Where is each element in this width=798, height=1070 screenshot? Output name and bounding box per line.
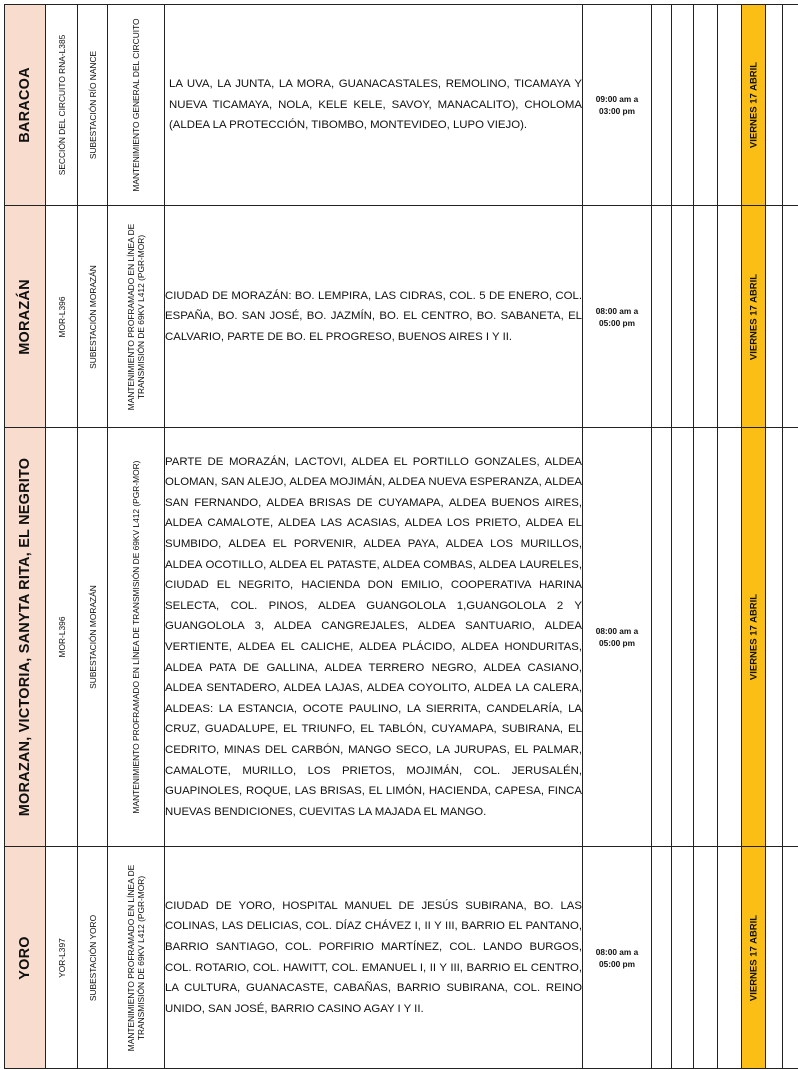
table-row (5, 847, 798, 1069)
blank-cell (672, 847, 694, 1069)
blank-cell (718, 428, 742, 847)
day-label: VIERNES 17 ABRIL (748, 273, 759, 360)
day-cell (742, 428, 766, 847)
day-cell (742, 206, 766, 428)
time-start: 08:00 am a (595, 626, 639, 636)
blank-cell (783, 5, 798, 206)
blank-cell (766, 5, 783, 206)
work-description: MANTENIMIENTO PROFRAMADO EN LÍNEA DE TRANSMISIÓN DE 69KV L412 (PGR-MOR) (131, 460, 141, 814)
circuit-cell (46, 206, 78, 428)
circuit-code: SECCIÓN DEL CIRCUITO RNA-L385 (56, 34, 67, 176)
blank-cell (652, 428, 672, 847)
outage-schedule-table (4, 4, 798, 1069)
work-cell (108, 5, 165, 206)
time-start: 09:00 am a (595, 94, 639, 104)
zone-cell (5, 847, 46, 1069)
work-line-2: TRANSMISIÓN DE 69KV L412 (PGR-MOR) (136, 234, 146, 399)
substation-cell (78, 5, 108, 206)
time-end: 05:00 pm (599, 958, 635, 969)
substation-name: SUBESTACIÓN MORAZÁN (87, 264, 98, 369)
time-end: 03:00 pm (599, 106, 635, 116)
day-label: VIERNES 17 ABRIL (748, 61, 759, 149)
time-end: 05:00 pm (599, 638, 635, 648)
circuit-code: MOR-L396 (56, 296, 67, 337)
work-cell (108, 847, 165, 1069)
substation-cell (78, 428, 108, 847)
affected-areas-cell (165, 428, 583, 847)
circuit-cell (46, 5, 78, 206)
zone-cell (5, 5, 46, 206)
zone-name: YORO (17, 935, 33, 980)
substation-cell (78, 206, 108, 428)
circuit-cell (46, 428, 78, 847)
work-line-1: MANTENIMIENTO PROFRAMADO EN LÍNEA DE (126, 223, 136, 410)
zone-name: MORAZÁN (17, 278, 33, 355)
work-description: MANTENIMIENTO GENERAL DEL CIRCUITO (131, 18, 141, 192)
time-cell (583, 206, 652, 428)
table-row (5, 5, 798, 206)
affected-areas: CIUDAD DE MORAZÁN: BO. LEMPIRA, LAS CIDRAS, COL. 5 DE ENERO, COL. ESPAÑA, BO. SAN JOSÉ, BO. JAZMÍN, BO. EL CENTRO, BO. SABANETA, EL CALVARIO, PARTE DE BO. EL PROGRESO, BUENOS AIRES I Y II. (165, 289, 582, 343)
work-line-1: MANTENIMIENTO PROFRAMADO EN LÍNEA DE (126, 864, 136, 1051)
work-cell (108, 428, 165, 847)
blank-cell (783, 428, 798, 847)
time-cell (583, 847, 652, 1069)
time-start: 08:00 am a (595, 305, 639, 316)
affected-areas-cell (165, 847, 583, 1069)
substation-name: SUBESTACIÓN YORO (87, 914, 98, 1001)
zone-cell (5, 206, 46, 428)
blank-cell (672, 428, 694, 847)
blank-cell (718, 5, 742, 206)
affected-areas-cell (165, 5, 583, 206)
day-label: VIERNES 17 ABRIL (748, 914, 759, 1001)
work-description (126, 223, 146, 409)
affected-areas: LA UVA, LA JUNTA, LA MORA, GUANACASTALES, REMOLINO, TICAMAYA Y NUEVA TICAMAYA, NOLA, KELE KELE, SAVOY, MANACALITO), CHOLOMA (ALDEA LA PROTECCIÓN, TIBOMBO, MONTEVIDEO, LUPO VIEJO). (169, 78, 582, 132)
blank-cell (766, 847, 783, 1069)
zone-cell (5, 428, 46, 847)
time-start: 08:00 am a (595, 946, 639, 957)
zone-name: MORAZAN, VICTORIA, SANYTA RITA, EL NEGRITO (17, 457, 33, 817)
time-end: 05:00 pm (599, 317, 635, 328)
blank-cell (766, 428, 783, 847)
blank-cell (694, 428, 718, 847)
day-label: VIERNES 17 ABRIL (748, 593, 759, 681)
table-row (5, 428, 798, 847)
blank-cell (766, 206, 783, 428)
substation-name: SUBESTACIÓN MORAZÁN (87, 585, 98, 689)
affected-areas: PARTE DE MORAZÁN, LACTOVI, ALDEA EL PORTILLO GONZALES, ALDEA OLOMAN, SAN ALEJO, ALDEA MOJIMÁN, ALDEA NUEVA ESPERANZA, ALDEA SAN FERNANDO, ALDEA BRISAS DE CUYAMAPA, ALDEA BUENOS AIRES, ALDEA CAMALOTE, ALDEA LAS ACASIAS, ALDEA LOS PRIETO, ALDEA EL SUMBIDO, ALDEA EL PORVENIR, ALDEA PAYA, ALDEA LOS MURILLOS, ALDEA OCOTILLO, ALDEA EL PATASTE, ALDEA COMBAS, ALDEA LAURELES, CIUDAD EL NEGRITO, HACIENDA DON EMILIO, COOPERATIVA HARINA SELECTA, COL. PINOS, ALDEA GUANGOLOLA 1,GUANGOLOLA 2 Y GUANGOLOLA 3, ALDEA CANGREJALES, ALDEA SANTUARIO, ALDEA VERTIENTE, ALDEA EL CALICHE, ALDEA PLÁCIDO, ALDEA HONDURITAS, ALDEA PATA DE GALLINA, ALDEA TERRERO NEGRO, ALDEA CASIANO, ALDEA SENTADERO, ALDEA LAJAS, ALDEA COYOLITO, ALDEA LA CALERA, ALDEAS: LA ESTANCIA, OCOTE PAULINO, LA SIERRITA, CANDELARÍA, LA CRUZ, GUADALUPE, EL TRIUNFO, EL TABLÓN, CUYAMAPA, SUBIRANA, EL CEDRITO, MINAS DEL CARBÓN, MANGO SECO, LA JURUPAS, EL PALMAR, CAMALOTE, MURILLO, LOS PRIETOS, MOJIMÁN, COL. JERUSALÉN, GUAPINOLES, ROQUE, LAS BRISAS, EL LIMÓN, HACIENDA, CAPESA, FINCA NUEVAS BENDICIONES, CUEVITAS LA MAJADA EL MANGO. (165, 455, 582, 818)
time-cell (583, 5, 652, 206)
circuit-code: MOR-L396 (56, 616, 67, 658)
blank-cell (652, 847, 672, 1069)
blank-cell (694, 206, 718, 428)
affected-areas-cell (165, 206, 583, 428)
blank-cell (783, 206, 798, 428)
time-cell (583, 428, 652, 847)
work-description (126, 864, 146, 1050)
blank-cell (672, 5, 694, 206)
affected-areas: CIUDAD DE YORO, HOSPITAL MANUEL DE JESÚS SUBIRANA, BO. LAS COLINAS, LAS DELICIAS, COL. DÍAZ CHÁVEZ I, II Y III, BARRIO EL PANTANO, BARRIO SANTIAGO, COL. PORFIRIO MARTÍNEZ, COL. LANDO BURGOS, COL. ROTARIO, COL. HAWITT, COL. EMANUEL I, II Y III, BARRIO EL CENTRO, LA CULTURA, GUANACASTE, CABAÑAS, BARRIO SUBIRANA, COL. REINO UNIDO, SAN JOSÉ, BARRIO CASINO AGAY I Y II. (165, 899, 582, 1015)
blank-cell (718, 206, 742, 428)
blank-cell (652, 5, 672, 206)
blank-cell (694, 847, 718, 1069)
circuit-code: YOR-L397 (56, 937, 67, 978)
zone-name: BARACOA (17, 67, 33, 143)
work-cell (108, 206, 165, 428)
day-cell (742, 847, 766, 1069)
table-row (5, 206, 798, 428)
blank-cell (718, 847, 742, 1069)
blank-cell (783, 847, 798, 1069)
blank-cell (694, 5, 718, 206)
substation-cell (78, 847, 108, 1069)
circuit-cell (46, 847, 78, 1069)
work-line-2: TRANSMISIÓN DE 69KV L412 (PGR-MOR) (136, 875, 146, 1040)
blank-cell (652, 206, 672, 428)
substation-name: SUBESTACIÓN RÍO NANCE (87, 50, 98, 160)
blank-cell (672, 206, 694, 428)
day-cell (742, 5, 766, 206)
